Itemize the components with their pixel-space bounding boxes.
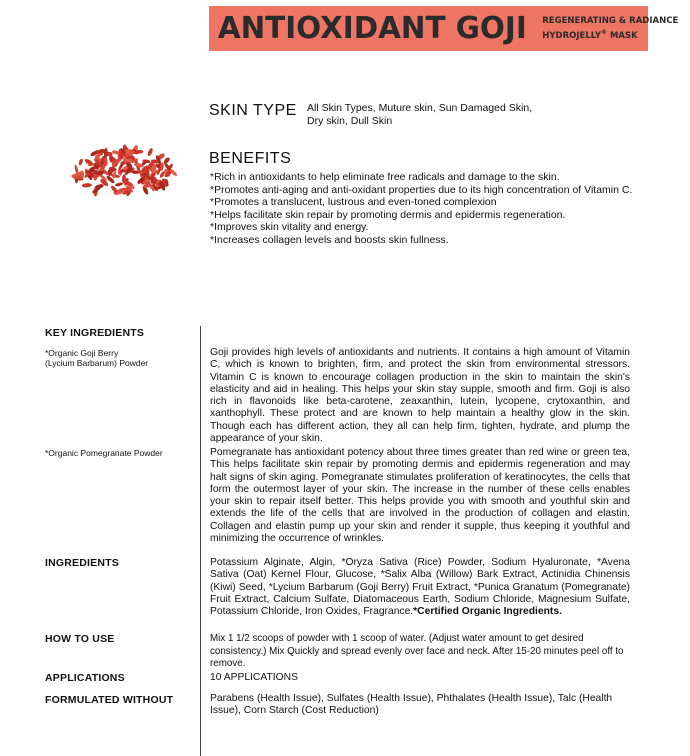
formulated-without-text: Parabens (Health Issue), Sulfates (Health Issue), Phthalates (Health Issue), Talc (Health Issue), Corn Starch (Cost Reduction) (210, 693, 613, 717)
skin-type-text: All Skin Types, Muture skin, Sun Damaged Skin, Dry skin, Dull Skin (307, 102, 533, 127)
goji-berry (78, 158, 84, 166)
goji-berry (115, 182, 124, 187)
goji-berry (147, 147, 154, 156)
benefit-item: *Helps facilitate skin repair by promoting dermis and epidermis regeneration. (210, 208, 566, 221)
subtitle-mask: MASK (607, 30, 638, 41)
benefit-item: *Promotes anti-aging and anti-oxidant properties due to its high concentration of Vitamin C. (210, 183, 633, 196)
key-ingredients-label: KEY INGREDIENTS (45, 327, 145, 339)
subtitle-line-1: REGENERATING & RADIANCE (542, 16, 679, 27)
ingredients-label: INGREDIENTS (45, 557, 119, 569)
benefit-item: *Promotes a translucent, lustrous and even-toned complexion (210, 196, 497, 208)
goji-berry (163, 156, 171, 164)
skin-type-heading: SKIN TYPE (209, 102, 297, 119)
how-to-use-label: HOW TO USE (45, 633, 115, 645)
goji-name-line-1: *Organic Goji Berry (45, 348, 119, 358)
subtitle-hydrojelly: HYDROJELLY (542, 30, 601, 41)
benefits-list (210, 171, 650, 246)
pomegranate-ingredient-name (45, 448, 163, 458)
how-to-use-text: Mix 1 1/2 scoops of powder with 1 scoop of water. (Adjust water amount to get desired consistency.) Mix Quickly and spread evenly over face and neck. After 15-20 minutes peel off to remove. (210, 633, 624, 670)
column-divider (200, 326, 201, 756)
ingredients-list: Potassium Alginate, Algin, *Oryza Sativa (Rice) Powder, Sodium Hyaluronate, *Avena Sativa (Oat) Kernel Flour, Glucose, *Salix Alba (Willow) Bark Extract, Actinidia Chinensis (Kiwi) Seed, *Lycium Barbarum (Goji Berry) Fruit Extract, *Punica Granatum (Pomegranate) Fruit Extract, Calcium Sulfate, Diatomaceous Earth, Sodium Chloride, Magnesium Sulfate, Potassium Chloride, Iron Oxides, Fragrance. (210, 557, 630, 618)
goji-berries-image (70, 142, 178, 200)
applications-text: 10 APPLICATIONS (210, 672, 298, 683)
benefit-item: *Rich in antioxidants to help eliminate free radicals and damage to the skin. (210, 171, 560, 183)
certified-organic-note: *Certified Organic Ingredients. (413, 606, 562, 618)
benefits-heading: BENEFITS (209, 150, 292, 167)
ingredients-text (210, 557, 630, 618)
goji-name-line-2: (Lycium Barbarum) Powder (45, 358, 149, 368)
goji-ingredient-name (45, 348, 148, 368)
pomegranate-description: Pomegranate has antioxidant potency about three times greater than red wine or green tea, This helps facilitate skin repair by promoting dermis and epidermis regeneration and may halt signs of skin aging. Pomegranate stimulates proliferation of keratinocytes, the cells that form the outermost layer of your skin. The increase in the number of these cells enables your skin to repair itself better. This helps provide you with smooth and youthful skin and extends the life of the cells that are involved in the production of collagen and elastin. Collagen and elastin pump up your skin and render it supple, thus keeping it youthful and minimizing the occurrence of wrinkles. (210, 447, 630, 545)
applications-label: APPLICATIONS (45, 672, 125, 684)
benefit-item: *Improves skin vitality and energy. (210, 221, 369, 233)
goji-berry (82, 183, 92, 188)
product-subtitle (542, 15, 678, 42)
goji-description: Goji provides high levels of antioxidants and nutrients. It contains a high amount of Vitamin C, which is known to brighten, firm, and protect the skin from environmental stressors. Vitamin C is known to encourage collagen production in the skin to maintain the skin's elasticity and aid in healing. This helps your skin stay supple, smooth and firm. Goji is also rich in flavonoids like beta-carotene, zeaxanthin, lutein, lycopene, crytoxanthin, and xanthophyll. These protect and are known to help maintain a healthy glow in the skin. Though each has different action, they all can help firm, tighten, hydrate, and plump the appearance of your skin. (210, 347, 630, 445)
registered-mark: ® (601, 29, 607, 37)
product-title: ANTIOXIDANT GOJI (217, 11, 527, 46)
benefit-item: *Increases collagen levels and boosts skin fullness. (210, 233, 449, 246)
subtitle-line-2 (542, 27, 678, 42)
title-banner (209, 6, 679, 51)
pomegranate-name-line-1: *Organic Pomegranate Powder (45, 448, 163, 458)
formulated-without-label: FORMULATED WITHOUT (45, 694, 174, 706)
